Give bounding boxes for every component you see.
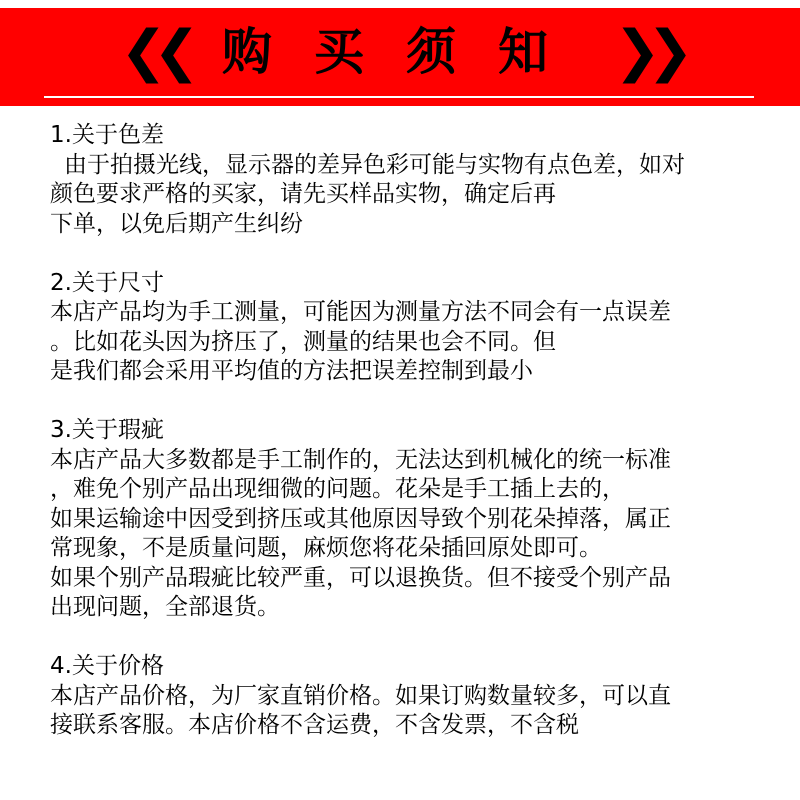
section-line: 如果个别产品瑕疵比较严重，可以退换货。但不接受个别产品	[50, 564, 671, 591]
section-spacer	[50, 239, 780, 269]
section-heading: 4.关于价格	[50, 653, 164, 679]
section-spacer	[50, 623, 780, 653]
section-line: 本店产品均为手工测量，可能因为测量方法不同会有一点误差	[50, 299, 671, 325]
section-line: 由于拍摄光线，显示器的差异色彩可能与实物有点色差，如对	[64, 151, 685, 178]
banner-divider	[44, 96, 754, 98]
section-line: 是我们都会采用平均值的方法把误差控制到最小	[50, 358, 533, 384]
banner-title-row	[0, 8, 800, 96]
title-banner	[0, 8, 800, 106]
section-line: 。比如花头因为挤压了，测量的结果也会不同。但	[50, 328, 556, 355]
section-line: 接联系客服。本店价格不含运费，不含发票，不含税	[50, 712, 579, 738]
section-line: 本店产品大多数都是手工制作的，无法达到机械化的统一标准	[50, 446, 671, 473]
section-heading: 2.关于尺寸	[50, 269, 164, 296]
section-heading: 1.关于色差	[50, 122, 164, 148]
section-line: 如果运输途中因受到挤压或其他原因导致个别花朵掉落，属正	[50, 505, 671, 532]
page-title: 购买须知	[222, 23, 590, 81]
notice-content	[50, 121, 780, 741]
section-line: 颜色要求严格的买家，请先买样品实物，确定后再	[50, 181, 556, 207]
section-line: 常现象，不是质量问题，麻烦您将花朵插回原处即可。	[50, 535, 602, 561]
double-right-chevron-icon: ❯❯	[614, 19, 680, 84]
section-spacer	[50, 387, 780, 417]
section-line: ，难免个别产品出现细微的问题。花朵是手工插上去的，	[50, 476, 625, 502]
section-price	[50, 652, 780, 741]
section-color-difference	[50, 121, 780, 239]
double-left-chevron-icon: ❮❮	[120, 19, 186, 84]
section-line: 本店产品价格，为厂家直销价格。如果订购数量较多，可以直	[50, 682, 671, 709]
section-line: 出现问题，全部退货。	[50, 594, 280, 620]
section-line: 下单，以免后期产生纠纷	[50, 210, 303, 237]
section-defects	[50, 416, 780, 623]
section-heading: 3.关于瑕疵	[50, 417, 164, 443]
section-size	[50, 269, 780, 387]
